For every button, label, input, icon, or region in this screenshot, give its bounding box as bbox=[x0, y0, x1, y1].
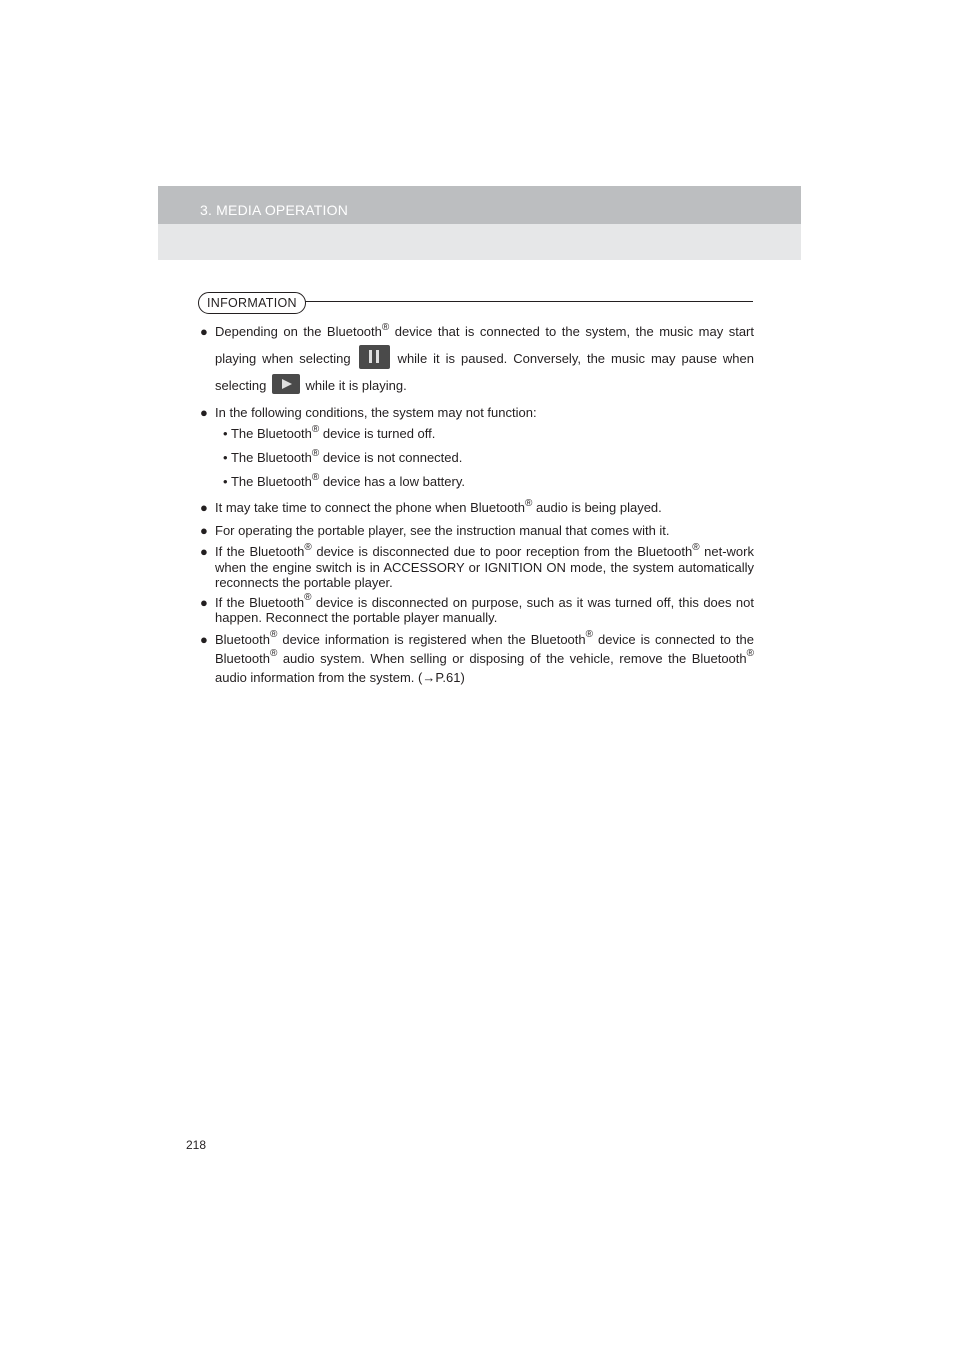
info-item-7 bbox=[200, 630, 754, 687]
info-item-2 bbox=[200, 403, 754, 494]
item5-text-a: If the Bluetooth bbox=[215, 544, 305, 559]
bullet-icon: ● bbox=[200, 523, 208, 538]
item4-text: For operating the portable player, see the instruction manual that comes with it. bbox=[215, 523, 670, 538]
section-title: 3. MEDIA OPERATION bbox=[200, 202, 349, 218]
info-item-5 bbox=[200, 541, 754, 591]
bullet-icon: ● bbox=[200, 324, 208, 339]
item7-text-b: device information is registered when the Bluetooth bbox=[277, 631, 586, 647]
item5-text-b: device is disconnected due to poor reception from the Bluetooth bbox=[311, 544, 693, 559]
registered-mark: ® bbox=[381, 321, 390, 333]
item1-text-d: while it is playing. bbox=[301, 378, 407, 393]
registered-mark: ® bbox=[585, 629, 594, 641]
registered-mark: ® bbox=[311, 447, 320, 459]
registered-mark: ® bbox=[311, 423, 320, 435]
bullet-icon: ● bbox=[200, 500, 208, 515]
item7-text-d: audio system. When selling or disposing of the vehicle, remove the Bluetooth bbox=[277, 650, 747, 666]
item5-text-c: net-work when the engine switch is in ACCESSORY or IGNITION ON mode, the system automatically reconnects the portable player. bbox=[215, 544, 754, 590]
bullet-icon: ● bbox=[200, 405, 208, 420]
registered-mark: ® bbox=[311, 471, 320, 483]
bullet-icon: ● bbox=[200, 544, 208, 559]
registered-mark: ® bbox=[525, 497, 533, 509]
info-item-1 bbox=[200, 318, 754, 399]
sub-bullet: • bbox=[223, 426, 228, 441]
item7-text-a: Bluetooth bbox=[215, 631, 270, 647]
item1-text-c: while it is paused. Conversely, the music may pause when selecting bbox=[215, 351, 754, 393]
arrow-right-icon: → bbox=[422, 669, 436, 685]
registered-mark: ® bbox=[746, 648, 754, 660]
sub1-text-a: The Bluetooth bbox=[230, 426, 312, 441]
sub3-text-b: device has a low battery. bbox=[319, 474, 466, 489]
sub3-text-a: The Bluetooth bbox=[230, 474, 312, 489]
sub2-text-a: The Bluetooth bbox=[230, 450, 312, 465]
sub-bullet: • bbox=[223, 474, 228, 489]
information-label: INFORMATION bbox=[198, 292, 306, 314]
item6-text-b: device is disconnected on purpose, such as it was turned off, this does not happen. Reconnect the portable player manually. bbox=[215, 594, 754, 625]
information-list bbox=[200, 318, 754, 691]
info-item-6 bbox=[200, 592, 754, 626]
sub-item-3 bbox=[215, 470, 754, 494]
bullet-icon: ● bbox=[200, 631, 208, 647]
item3-text-b: audio is being played. bbox=[532, 500, 662, 515]
sub1-text-b: device is turned off. bbox=[319, 426, 436, 441]
info-item-3 bbox=[200, 498, 754, 517]
item6-text-a: If the Bluetooth bbox=[215, 594, 305, 610]
sub-item-1 bbox=[215, 422, 754, 446]
registered-mark: ® bbox=[269, 648, 278, 660]
item3-text-a: It may take time to connect the phone when Bluetooth bbox=[215, 500, 526, 515]
sub-item-2 bbox=[215, 446, 754, 470]
item1-text-a: Depending on the Bluetooth bbox=[215, 324, 382, 339]
sub2-text-b: device is not connected. bbox=[319, 450, 463, 465]
play-icon bbox=[272, 374, 300, 394]
page-reference-link[interactable]: P.61 bbox=[435, 669, 461, 685]
sub-bullet: • bbox=[223, 450, 228, 465]
registered-mark: ® bbox=[304, 592, 312, 604]
item7-text-e: audio information from the system. ( bbox=[215, 669, 423, 685]
page-number: 218 bbox=[186, 1138, 207, 1152]
item1-text-b: device that is connected to the system, the music may start playing when selecting bbox=[215, 324, 755, 366]
header-bar bbox=[158, 186, 801, 224]
pause-icon bbox=[359, 345, 390, 369]
item2-text: In the following conditions, the system may not function: bbox=[215, 405, 537, 420]
info-item-4 bbox=[200, 521, 754, 540]
item7-text-close: ) bbox=[460, 669, 465, 685]
bullet-icon: ● bbox=[200, 594, 208, 610]
registered-mark: ® bbox=[269, 629, 278, 641]
registered-mark: ® bbox=[304, 541, 312, 553]
item7-text-c: device is connected to the Bluetooth bbox=[215, 631, 754, 666]
header-band bbox=[158, 186, 801, 260]
registered-mark: ® bbox=[692, 541, 700, 553]
